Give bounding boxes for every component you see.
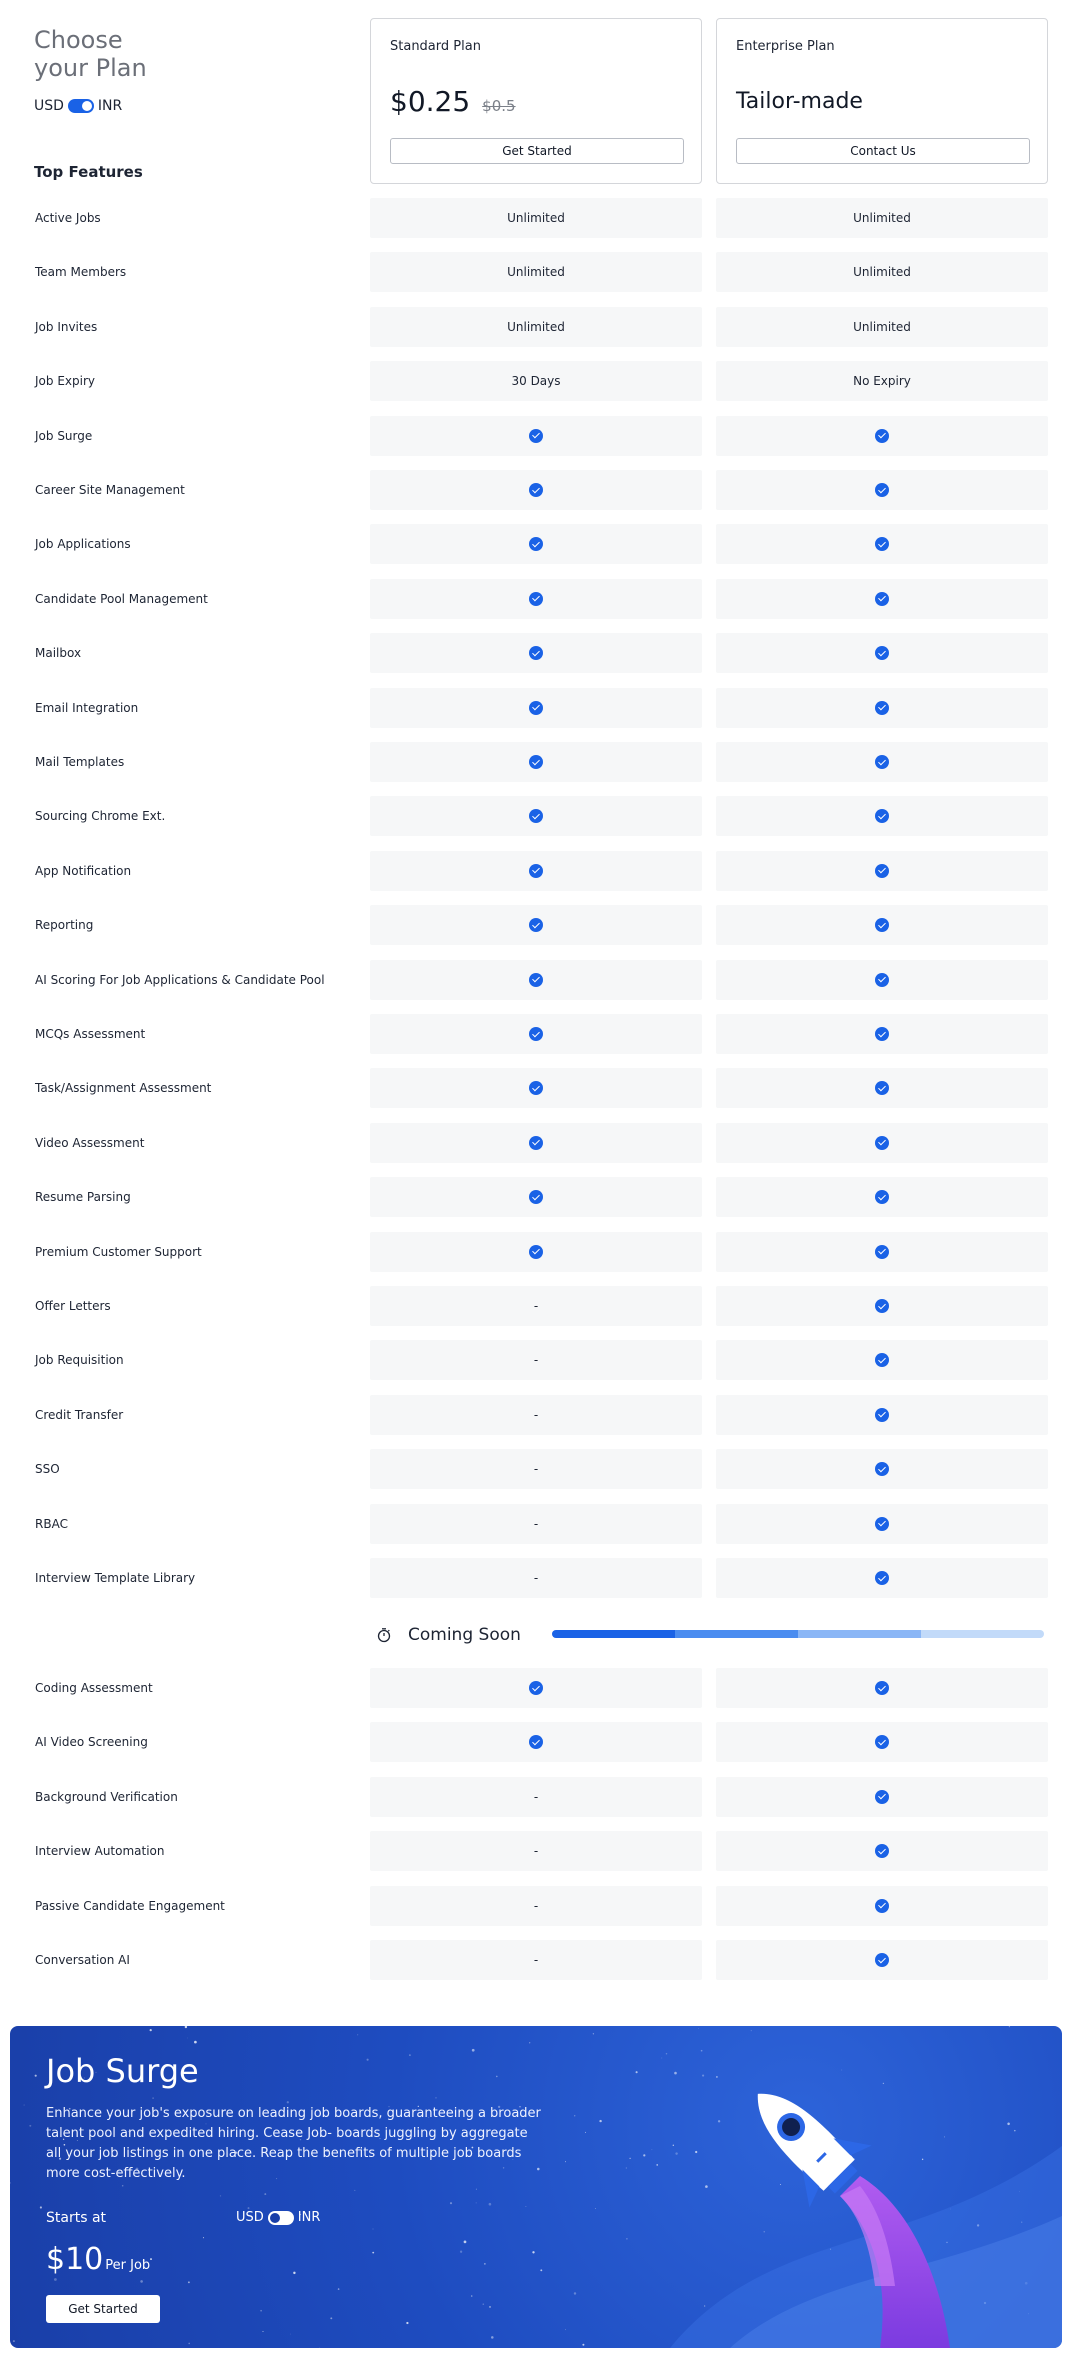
check-icon (875, 429, 889, 443)
feature-label: Team Members (35, 265, 127, 280)
star-dot (260, 2310, 262, 2312)
feature-label: Job Requisition (35, 1353, 124, 1368)
cell-text: Unlimited (507, 265, 565, 280)
standard-value-cell (370, 1286, 702, 1326)
cell-text: 30 Days (511, 374, 561, 389)
feature-row (0, 416, 1070, 458)
star-dot (188, 2343, 190, 2345)
feature-row (0, 1232, 1070, 1274)
feature-row (0, 1831, 1070, 1873)
feature-label: Premium Customer Support (35, 1244, 202, 1259)
feature-row (0, 851, 1070, 893)
cell-text: No Expiry (853, 374, 911, 389)
star-dot (476, 2203, 477, 2204)
feature-label: Job Applications (35, 537, 131, 552)
check-icon (875, 755, 889, 769)
check-icon (529, 918, 543, 932)
enterprise-value-cell (716, 1232, 1048, 1272)
currency-toggle[interactable] (68, 99, 94, 113)
feature-row (0, 524, 1070, 566)
check-icon (875, 918, 889, 932)
feature-row (0, 1177, 1070, 1219)
standard-value-cell (370, 470, 702, 510)
standard-value-cell (370, 361, 702, 401)
check-icon (875, 1408, 889, 1422)
cell-text: Unlimited (507, 319, 565, 334)
enterprise-value-cell (716, 1340, 1048, 1380)
feature-label: Mail Templates (35, 755, 125, 769)
check-icon (875, 1081, 889, 1095)
star-dot (565, 2161, 566, 2162)
standard-value-cell (370, 579, 702, 619)
feature-label: Reporting (35, 918, 94, 933)
check-icon (529, 1190, 543, 1204)
feature-row (0, 1340, 1070, 1382)
feature-label: RBAC (35, 1516, 68, 1531)
currency-usd-label: USD (34, 98, 64, 114)
page-title-line1: Choose (34, 26, 123, 54)
enterprise-value-cell (716, 1014, 1048, 1054)
feature-row (0, 1722, 1070, 1764)
enterprise-value-cell (716, 1940, 1048, 1980)
enterprise-plan-card (716, 18, 1048, 184)
standard-value-cell (370, 796, 702, 836)
progress-segment (798, 1630, 921, 1638)
currency-usd-label: USD (236, 2210, 264, 2225)
star-dot (367, 2059, 369, 2061)
star-dot (10, 2182, 11, 2184)
feature-label: Interview Template Library (35, 1571, 196, 1585)
star-dot (532, 2251, 534, 2253)
enterprise-value-cell (716, 524, 1048, 564)
star-dot (460, 2251, 462, 2253)
star-dot (194, 2041, 197, 2044)
plan-price (390, 85, 516, 118)
page-title-line2: your Plan (34, 54, 147, 82)
enterprise-value-cell (716, 742, 1048, 782)
star-dot (406, 2322, 408, 2324)
feature-row (0, 1668, 1070, 1710)
check-icon (875, 701, 889, 715)
star-dot (643, 2154, 645, 2156)
check-icon (875, 809, 889, 823)
standard-value-cell (370, 307, 702, 347)
rocket-illustration (650, 2026, 1062, 2348)
standard-value-cell (370, 1123, 702, 1163)
feature-label: Candidate Pool Management (35, 591, 208, 606)
enterprise-value-cell (716, 361, 1048, 401)
cell-text: Unlimited (853, 265, 911, 280)
star-dot (574, 2115, 575, 2116)
star-dot (629, 2158, 630, 2159)
feature-label: Video Assessment (35, 1135, 145, 1150)
star-dot (373, 2229, 374, 2230)
enterprise-value-cell (716, 1886, 1048, 1926)
star-dot (471, 2295, 473, 2297)
enterprise-value-cell (716, 796, 1048, 836)
feature-row (0, 579, 1070, 621)
standard-value-cell (370, 1558, 702, 1598)
standard-value-cell (370, 1777, 702, 1817)
feature-row (0, 470, 1070, 512)
check-icon (875, 1844, 889, 1858)
feature-label: Sourcing Chrome Ext. (35, 809, 166, 824)
cell-text: - (533, 1299, 539, 1313)
feature-label: Conversation AI (35, 1953, 130, 1967)
standard-value-cell (370, 1014, 702, 1054)
get-started-button[interactable]: Get Started (46, 2295, 160, 2323)
feature-row (0, 688, 1070, 730)
star-dot (338, 2288, 340, 2290)
enterprise-value-cell (716, 1395, 1048, 1435)
check-icon (875, 1462, 889, 1476)
standard-value-cell (370, 1068, 702, 1108)
standard-value-cell (370, 198, 702, 238)
star-dot (357, 2035, 358, 2036)
star-dot (287, 2101, 289, 2103)
enterprise-value-cell (716, 1068, 1048, 1108)
enterprise-value-cell (716, 1123, 1048, 1163)
coming-soon-progress (552, 1630, 1044, 1638)
feature-row (0, 633, 1070, 675)
star-dot (636, 2071, 638, 2073)
star-dot (435, 2097, 436, 2098)
check-icon (875, 864, 889, 878)
enterprise-value-cell (716, 1668, 1048, 1708)
star-dot (290, 2334, 291, 2335)
feature-label: Job Surge (35, 428, 93, 443)
cell-text: - (533, 1844, 539, 1859)
banner-title: Job Surge (46, 2052, 199, 2090)
currency-inr-label: INR (97, 98, 123, 114)
check-icon (875, 537, 889, 551)
star-dot (489, 2203, 492, 2206)
feature-row (0, 307, 1070, 349)
page-title (34, 26, 147, 82)
star-dot (565, 2329, 566, 2330)
enterprise-value-cell (716, 198, 1048, 238)
check-icon (529, 755, 543, 769)
standard-value-cell (370, 252, 702, 292)
cell-text: - (533, 1516, 539, 1531)
feature-label: AI Scoring For Job Applications & Candidate Pool (35, 972, 325, 987)
plan-name: Standard Plan (390, 39, 481, 54)
enterprise-value-cell (716, 1504, 1048, 1544)
coming-soon-label: Coming Soon (408, 1625, 521, 1645)
star-dot (489, 2306, 491, 2308)
feature-row (0, 1286, 1070, 1328)
feature-row (0, 1068, 1070, 1110)
check-icon (875, 1136, 889, 1150)
feature-row (0, 742, 1070, 784)
feature-label: Active Jobs (35, 211, 101, 225)
feature-label: Job Invites (35, 319, 98, 334)
standard-value-cell (370, 851, 702, 891)
standard-value-cell (370, 1177, 702, 1217)
check-icon (529, 646, 543, 660)
cell-text: - (533, 1353, 539, 1368)
star-dot (464, 2241, 467, 2244)
cell-text: - (533, 1789, 539, 1804)
star-dot (203, 2237, 204, 2238)
check-icon (875, 1953, 889, 1967)
check-icon (529, 483, 543, 497)
features-heading: Top Features (34, 163, 143, 181)
check-icon (529, 429, 543, 443)
feature-label: Mailbox (35, 646, 82, 661)
feature-label: SSO (35, 1462, 60, 1477)
feature-label: Credit Transfer (35, 1407, 124, 1422)
price-unit: Per Job (105, 2258, 151, 2273)
standard-value-cell (370, 1940, 702, 1980)
standard-value-cell (370, 742, 702, 782)
star-dot (319, 2347, 320, 2348)
check-icon (529, 537, 543, 551)
check-icon (875, 1790, 889, 1804)
enterprise-value-cell (716, 905, 1048, 945)
star-dot (476, 2189, 477, 2190)
star-dot (152, 2097, 154, 2099)
star-dot (450, 2202, 452, 2204)
enterprise-value-cell (716, 416, 1048, 456)
cell-text: - (533, 1462, 539, 1477)
star-dot (626, 2168, 627, 2169)
star-dot (491, 2336, 494, 2339)
check-icon (875, 1245, 889, 1259)
standard-value-cell (370, 1395, 702, 1435)
standard-value-cell (370, 1722, 702, 1762)
feature-row (0, 905, 1070, 947)
check-icon (875, 1681, 889, 1695)
feature-label: App Notification (35, 863, 132, 878)
cell-text: - (533, 1571, 539, 1585)
enterprise-value-cell (716, 1777, 1048, 1817)
check-icon (875, 1353, 889, 1367)
currency-inr-label: INR (297, 2210, 321, 2225)
banner-currency-switch (236, 2210, 320, 2225)
banner-price (46, 2242, 150, 2277)
feature-row (0, 1395, 1070, 1437)
standard-plan-card (370, 18, 702, 184)
standard-value-cell (370, 1232, 702, 1272)
star-dot (626, 2238, 628, 2240)
feature-row (0, 252, 1070, 294)
standard-value-cell (370, 688, 702, 728)
star-dot (496, 2076, 498, 2078)
standard-value-cell (370, 905, 702, 945)
feature-label: Offer Letters (35, 1299, 111, 1313)
star-dot (150, 2029, 152, 2031)
check-icon (875, 1517, 889, 1531)
check-icon (529, 1735, 543, 1749)
star-dot (185, 2026, 187, 2028)
progress-segment (921, 1630, 1044, 1638)
price-value: $10 (46, 2242, 104, 2277)
check-icon (529, 1681, 543, 1695)
get-started-button[interactable]: Get Started (390, 138, 684, 164)
check-icon (529, 1136, 543, 1150)
star-dot (248, 2207, 250, 2209)
star-dot (595, 2208, 596, 2209)
standard-value-cell (370, 633, 702, 673)
enterprise-value-cell (716, 1177, 1048, 1217)
standard-value-cell (370, 1886, 702, 1926)
check-icon (529, 701, 543, 715)
job-surge-banner (10, 2026, 1062, 2348)
feature-row (0, 1777, 1070, 1819)
check-icon (529, 864, 543, 878)
cell-text: - (533, 1953, 539, 1967)
star-dot (13, 2340, 15, 2342)
check-icon (875, 1571, 889, 1585)
star-dot (40, 2206, 42, 2208)
feature-row (0, 1940, 1070, 1982)
feature-label: Passive Candidate Engagement (35, 1898, 225, 1913)
starts-at-label: Starts at (46, 2210, 107, 2226)
banner-description: Enhance your job's exposure on leading job boards, guaranteeing a broader talent pool and expedited hiring. Cease Job- boards juggling by aggregate all your job listings in one place. Reap the benefits of multiple job boards more cost-effectively. (46, 2106, 541, 2181)
standard-value-cell (370, 1504, 702, 1544)
star-dot (540, 2269, 542, 2271)
feature-label: Coding Assessment (35, 1681, 153, 1695)
currency-switch (34, 98, 122, 114)
plan-tagline: Tailor-made (736, 89, 863, 114)
standard-value-cell (370, 524, 702, 564)
standard-value-cell (370, 960, 702, 1000)
check-icon (875, 1027, 889, 1041)
standard-value-cell (370, 1449, 702, 1489)
standard-value-cell (370, 416, 702, 456)
star-dot (355, 2190, 356, 2191)
star-dot (472, 2049, 475, 2052)
enterprise-value-cell (716, 1722, 1048, 1762)
currency-toggle[interactable] (268, 2211, 294, 2225)
star-dot (585, 2132, 586, 2133)
star-dot (593, 2033, 594, 2034)
check-icon (875, 973, 889, 987)
progress-segment (552, 1630, 675, 1638)
feature-label: Interview Automation (35, 1844, 165, 1859)
star-dot (372, 2252, 374, 2254)
standard-value-cell (370, 1340, 702, 1380)
cell-text: Unlimited (507, 211, 565, 225)
star-dot (529, 2042, 530, 2043)
check-icon (875, 1735, 889, 1749)
cell-text: - (533, 1407, 539, 1422)
cell-text: Unlimited (853, 211, 911, 225)
star-dot (35, 2075, 37, 2077)
enterprise-value-cell (716, 688, 1048, 728)
star-dot (29, 2125, 31, 2127)
feature-label: AI Video Screening (35, 1735, 148, 1750)
star-dot (330, 2317, 332, 2319)
feature-row (0, 1886, 1070, 1928)
check-icon (875, 1899, 889, 1913)
enterprise-value-cell (716, 1286, 1048, 1326)
feature-label: Resume Parsing (35, 1190, 131, 1205)
enterprise-value-cell (716, 960, 1048, 1000)
star-dot (525, 2206, 526, 2207)
star-dot (150, 2258, 152, 2260)
star-dot (293, 2272, 295, 2274)
check-icon (875, 1299, 889, 1313)
check-icon (529, 809, 543, 823)
feature-label: MCQs Assessment (35, 1027, 146, 1041)
star-dot (599, 2120, 601, 2122)
enterprise-value-cell (716, 1558, 1048, 1598)
check-icon (529, 1245, 543, 1259)
standard-value-cell (370, 1831, 702, 1871)
check-icon (875, 483, 889, 497)
star-dot (264, 2193, 266, 2195)
star-dot (262, 2331, 263, 2332)
feature-row (0, 1558, 1070, 1600)
star-dot (484, 2263, 485, 2264)
enterprise-value-cell (716, 851, 1048, 891)
standard-value-cell (370, 1668, 702, 1708)
feature-row (0, 960, 1070, 1002)
cell-text: - (533, 1898, 539, 1913)
feature-label: Email Integration (35, 700, 139, 715)
feature-label: Task/Assignment Assessment (35, 1081, 212, 1096)
check-icon (529, 592, 543, 606)
feature-label: Background Verification (35, 1789, 178, 1804)
check-icon (875, 1190, 889, 1204)
check-icon (529, 973, 543, 987)
star-dot (409, 2054, 411, 2056)
star-dot (122, 2185, 124, 2187)
contact-us-button[interactable]: Contact Us (736, 138, 1030, 164)
plan-name: Enterprise Plan (736, 39, 835, 54)
feature-label: Career Site Management (35, 483, 185, 497)
enterprise-value-cell (716, 252, 1048, 292)
feature-row (0, 1449, 1070, 1491)
stopwatch-icon (376, 1627, 392, 1643)
star-dot (140, 2280, 143, 2283)
enterprise-value-cell (716, 633, 1048, 673)
feature-row (0, 1504, 1070, 1546)
star-dot (220, 2195, 221, 2196)
enterprise-value-cell (716, 470, 1048, 510)
feature-row (0, 198, 1070, 240)
enterprise-value-cell (716, 579, 1048, 619)
star-dot (574, 2292, 576, 2294)
star-dot (582, 2344, 584, 2346)
feature-row (0, 1014, 1070, 1056)
star-dot (24, 2105, 25, 2106)
feature-label: Job Expiry (35, 374, 95, 389)
cell-text: Unlimited (853, 319, 911, 334)
enterprise-value-cell (716, 1831, 1048, 1871)
check-icon (875, 592, 889, 606)
current-price: $0.25 (390, 85, 471, 118)
star-dot (54, 2278, 57, 2281)
star-dot (188, 2281, 190, 2283)
check-icon (529, 1027, 543, 1041)
progress-segment (675, 1630, 798, 1638)
feature-row (0, 1123, 1070, 1165)
coming-soon-divider (376, 1620, 521, 1650)
feature-row (0, 361, 1070, 403)
old-price: $0.5 (482, 97, 516, 115)
check-icon (529, 1081, 543, 1095)
check-icon (875, 646, 889, 660)
feature-row (0, 796, 1070, 838)
star-dot (187, 2038, 188, 2039)
enterprise-value-cell (716, 1449, 1048, 1489)
enterprise-value-cell (716, 307, 1048, 347)
star-dot (483, 2303, 485, 2305)
